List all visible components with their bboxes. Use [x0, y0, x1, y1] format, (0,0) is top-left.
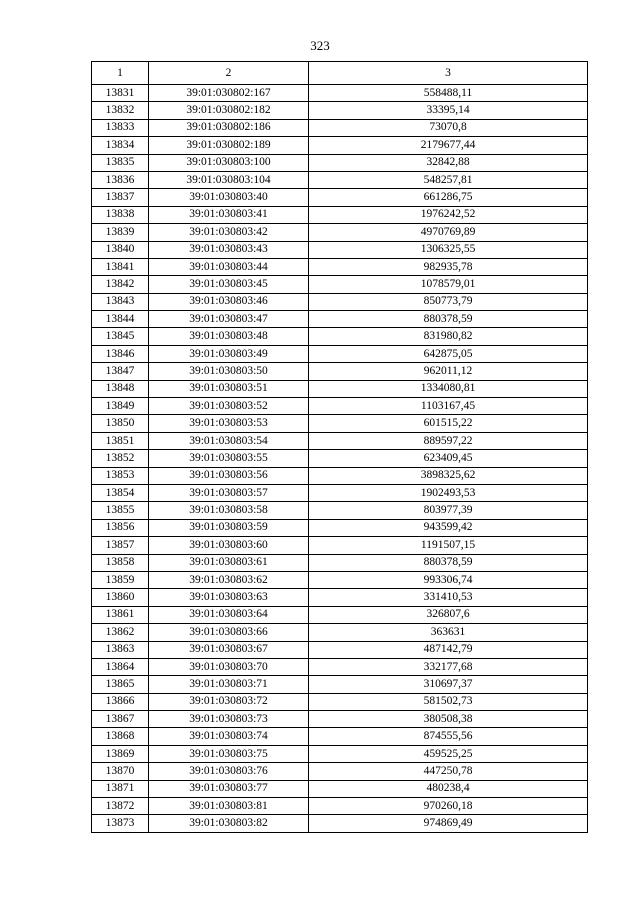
table-row [92, 85, 588, 102]
table-row [92, 728, 588, 745]
value-cell: 3898325,62 [309, 467, 588, 484]
value-cell: 1976242,52 [309, 206, 588, 223]
cadastral-number-cell: 39:01:030803:55 [149, 450, 309, 467]
value-cell: 803977,39 [309, 502, 588, 519]
row-number-cell: 13855 [92, 502, 149, 519]
cadastral-number-cell: 39:01:030803:104 [149, 171, 309, 188]
row-number-cell: 13843 [92, 293, 149, 310]
row-number-cell: 13866 [92, 693, 149, 710]
table-row [92, 676, 588, 693]
value-cell: 970260,18 [309, 798, 588, 815]
table-row [92, 154, 588, 171]
row-number-cell: 13847 [92, 363, 149, 380]
row-number-cell: 13839 [92, 224, 149, 241]
table-row [92, 589, 588, 606]
cadastral-number-cell: 39:01:030803:64 [149, 606, 309, 623]
cadastral-number-cell: 39:01:030803:58 [149, 502, 309, 519]
value-cell: 4970769,89 [309, 224, 588, 241]
table-row [92, 606, 588, 623]
value-cell: 1078579,01 [309, 276, 588, 293]
table-row [92, 311, 588, 328]
row-number-cell: 13846 [92, 345, 149, 362]
row-number-cell: 13850 [92, 415, 149, 432]
cadastral-number-cell: 39:01:030803:48 [149, 328, 309, 345]
table-row [92, 241, 588, 258]
value-cell: 880378,59 [309, 554, 588, 571]
value-cell: 880378,59 [309, 311, 588, 328]
cadastral-number-cell: 39:01:030803:42 [149, 224, 309, 241]
row-number-cell: 13844 [92, 311, 149, 328]
table-row [92, 780, 588, 797]
row-number-cell: 13831 [92, 85, 149, 102]
cadastral-number-cell: 39:01:030803:70 [149, 658, 309, 675]
cadastral-number-cell: 39:01:030803:46 [149, 293, 309, 310]
cadastral-number-cell: 39:01:030803:41 [149, 206, 309, 223]
table-row [92, 519, 588, 536]
row-number-cell: 13838 [92, 206, 149, 223]
cadastral-number-cell: 39:01:030803:71 [149, 676, 309, 693]
value-cell: 363631 [309, 624, 588, 641]
row-number-cell: 13859 [92, 571, 149, 588]
cadastral-number-cell: 39:01:030803:73 [149, 711, 309, 728]
value-cell: 581502,73 [309, 693, 588, 710]
value-cell: 480238,4 [309, 780, 588, 797]
cadastral-number-cell: 39:01:030803:66 [149, 624, 309, 641]
row-number-cell: 13860 [92, 589, 149, 606]
row-number-cell: 13867 [92, 711, 149, 728]
table-row [92, 119, 588, 136]
row-number-cell: 13872 [92, 798, 149, 815]
table-row [92, 137, 588, 154]
value-cell: 962011,12 [309, 363, 588, 380]
cadastral-number-cell: 39:01:030803:56 [149, 467, 309, 484]
row-number-cell: 13841 [92, 258, 149, 275]
row-number-cell: 13862 [92, 624, 149, 641]
value-cell: 326807,6 [309, 606, 588, 623]
cadastral-number-cell: 39:01:030803:53 [149, 415, 309, 432]
cadastral-number-cell: 39:01:030803:49 [149, 345, 309, 362]
value-cell: 831980,82 [309, 328, 588, 345]
cadastral-number-cell: 39:01:030803:43 [149, 241, 309, 258]
row-number-cell: 13842 [92, 276, 149, 293]
row-number-cell: 13861 [92, 606, 149, 623]
row-number-cell: 13851 [92, 432, 149, 449]
value-cell: 1306325,55 [309, 241, 588, 258]
value-cell: 487142,79 [309, 641, 588, 658]
table-row [92, 293, 588, 310]
table-row [92, 763, 588, 780]
cadastral-number-cell: 39:01:030802:167 [149, 85, 309, 102]
value-cell: 331410,53 [309, 589, 588, 606]
column-header-2: 2 [149, 62, 309, 85]
cadastral-number-cell: 39:01:030803:51 [149, 380, 309, 397]
row-number-cell: 13856 [92, 519, 149, 536]
cadastral-number-cell: 39:01:030803:47 [149, 311, 309, 328]
table-row [92, 224, 588, 241]
row-number-cell: 13863 [92, 641, 149, 658]
cadastral-number-cell: 39:01:030803:63 [149, 589, 309, 606]
row-number-cell: 13832 [92, 102, 149, 119]
cadastral-number-cell: 39:01:030803:50 [149, 363, 309, 380]
row-number-cell: 13868 [92, 728, 149, 745]
cadastral-number-cell: 39:01:030802:189 [149, 137, 309, 154]
table-row [92, 171, 588, 188]
value-cell: 974869,49 [309, 815, 588, 832]
row-number-cell: 13853 [92, 467, 149, 484]
cadastral-number-cell: 39:01:030803:44 [149, 258, 309, 275]
value-cell: 993306,74 [309, 571, 588, 588]
value-cell: 33395,14 [309, 102, 588, 119]
cadastral-number-cell: 39:01:030803:74 [149, 728, 309, 745]
value-cell: 982935,78 [309, 258, 588, 275]
value-cell: 558488,11 [309, 85, 588, 102]
cadastral-number-cell: 39:01:030803:40 [149, 189, 309, 206]
table-body [92, 85, 588, 833]
table-row [92, 345, 588, 362]
cadastral-number-cell: 39:01:030803:54 [149, 432, 309, 449]
table-row [92, 189, 588, 206]
table-row [92, 502, 588, 519]
table-row [92, 415, 588, 432]
row-number-cell: 13870 [92, 763, 149, 780]
value-cell: 73070,8 [309, 119, 588, 136]
row-number-cell: 13865 [92, 676, 149, 693]
cadastral-number-cell: 39:01:030802:182 [149, 102, 309, 119]
cadastral-number-cell: 39:01:030803:59 [149, 519, 309, 536]
row-number-cell: 13871 [92, 780, 149, 797]
value-cell: 1902493,53 [309, 484, 588, 501]
cadastral-number-cell: 39:01:030803:100 [149, 154, 309, 171]
table-row [92, 102, 588, 119]
value-cell: 332177,68 [309, 658, 588, 675]
row-number-cell: 13836 [92, 171, 149, 188]
value-cell: 1334080,81 [309, 380, 588, 397]
row-number-cell: 13864 [92, 658, 149, 675]
cadastral-number-cell: 39:01:030803:72 [149, 693, 309, 710]
row-number-cell: 13858 [92, 554, 149, 571]
table-row [92, 363, 588, 380]
cadastral-number-cell: 39:01:030803:57 [149, 484, 309, 501]
value-cell: 601515,22 [309, 415, 588, 432]
cadastral-number-cell: 39:01:030803:45 [149, 276, 309, 293]
row-number-cell: 13873 [92, 815, 149, 832]
table-row [92, 206, 588, 223]
table-row [92, 815, 588, 832]
value-cell: 32842,88 [309, 154, 588, 171]
value-cell: 1191507,15 [309, 537, 588, 554]
value-cell: 642875,05 [309, 345, 588, 362]
row-number-cell: 13834 [92, 137, 149, 154]
table-row [92, 798, 588, 815]
table-row [92, 380, 588, 397]
value-cell: 548257,81 [309, 171, 588, 188]
table-row [92, 467, 588, 484]
cadastral-number-cell: 39:01:030803:52 [149, 398, 309, 415]
value-cell: 874555,56 [309, 728, 588, 745]
row-number-cell: 13845 [92, 328, 149, 345]
cadastral-number-cell: 39:01:030802:186 [149, 119, 309, 136]
table-row [92, 276, 588, 293]
row-number-cell: 13837 [92, 189, 149, 206]
table-row [92, 432, 588, 449]
data-table [91, 61, 588, 833]
table-row [92, 571, 588, 588]
row-number-cell: 13854 [92, 484, 149, 501]
table-row [92, 554, 588, 571]
column-header-3: 3 [309, 62, 588, 85]
table-header-row [92, 62, 588, 85]
value-cell: 310697,37 [309, 676, 588, 693]
table-row [92, 450, 588, 467]
table-row [92, 693, 588, 710]
table-row [92, 484, 588, 501]
table-row [92, 624, 588, 641]
value-cell: 459525,25 [309, 745, 588, 762]
cadastral-number-cell: 39:01:030803:77 [149, 780, 309, 797]
value-cell: 380508,38 [309, 711, 588, 728]
value-cell: 623409,45 [309, 450, 588, 467]
column-header-1: 1 [92, 62, 149, 85]
value-cell: 889597,22 [309, 432, 588, 449]
value-cell: 943599,42 [309, 519, 588, 536]
value-cell: 447250,78 [309, 763, 588, 780]
page-number: 323 [310, 38, 330, 53]
cadastral-number-cell: 39:01:030803:67 [149, 641, 309, 658]
row-number-cell: 13852 [92, 450, 149, 467]
cadastral-number-cell: 39:01:030803:62 [149, 571, 309, 588]
cadastral-number-cell: 39:01:030803:76 [149, 763, 309, 780]
cadastral-number-cell: 39:01:030803:61 [149, 554, 309, 571]
cadastral-number-cell: 39:01:030803:82 [149, 815, 309, 832]
table-row [92, 641, 588, 658]
value-cell: 1103167,45 [309, 398, 588, 415]
table-row [92, 258, 588, 275]
value-cell: 2179677,44 [309, 137, 588, 154]
row-number-cell: 13840 [92, 241, 149, 258]
table-row [92, 711, 588, 728]
table-row [92, 537, 588, 554]
table-row [92, 745, 588, 762]
table-row [92, 398, 588, 415]
table-row [92, 328, 588, 345]
value-cell: 850773,79 [309, 293, 588, 310]
row-number-cell: 13849 [92, 398, 149, 415]
row-number-cell: 13835 [92, 154, 149, 171]
row-number-cell: 13848 [92, 380, 149, 397]
row-number-cell: 13833 [92, 119, 149, 136]
cadastral-number-cell: 39:01:030803:60 [149, 537, 309, 554]
row-number-cell: 13857 [92, 537, 149, 554]
cadastral-number-cell: 39:01:030803:81 [149, 798, 309, 815]
cadastral-number-cell: 39:01:030803:75 [149, 745, 309, 762]
table-row [92, 658, 588, 675]
value-cell: 661286,75 [309, 189, 588, 206]
row-number-cell: 13869 [92, 745, 149, 762]
